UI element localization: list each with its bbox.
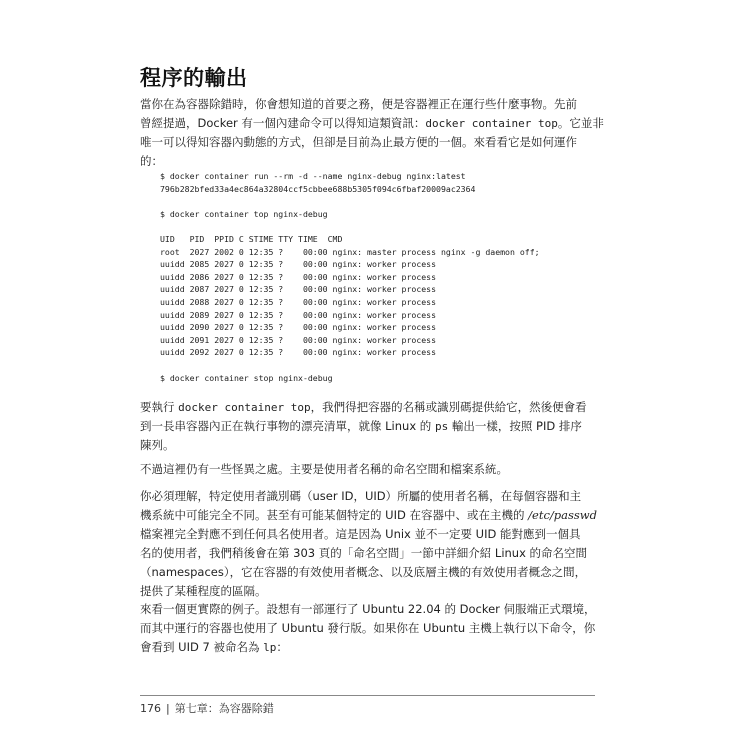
para4-line-1: 你必須理解，特定使用者識別碼（user ID，UID）所屬的使用者名稱，在每個容器和主: [140, 489, 582, 503]
para4-line-4: 名的使用者，我們稍後會在第 303 頁的「命名空間」一節中詳細介紹 Linux 的命名空間: [140, 546, 588, 560]
para5-line-2: 而其中運行的容器也使用了 Ubuntu 發行版。如果你在 Ubuntu 主機上執行以下命令，你: [140, 621, 596, 635]
code-blank-line: [160, 359, 600, 372]
para5-line-3-text-b: ：: [276, 640, 288, 654]
intro-line-4: 的：: [140, 154, 163, 168]
code-process-row: uuidd 2088 2027 0 12:35 ? 00:00 nginx: worker process: [160, 296, 437, 307]
para2-line-1: [140, 398, 600, 417]
paragraph-user-namespaces: [140, 487, 600, 601]
code-blank-line: [160, 220, 600, 233]
code-process-row: uuidd 2087 2027 0 12:35 ? 00:00 nginx: worker process: [160, 284, 437, 295]
intro-paragraph: [140, 95, 604, 171]
paragraph-ubuntu-example: [140, 600, 600, 657]
para3-line-1: 不過這裡仍有一些怪異之處。主要是使用者名稱的命名空間和檔案系統。: [140, 462, 508, 476]
para5-line-3-text-a: 會看到 UID 7 被命名為: [140, 640, 264, 654]
footer-separator: |: [166, 702, 170, 715]
inline-command-docker-container-top: docker container top: [178, 401, 311, 414]
code-process-row: uuidd 2086 2027 0 12:35 ? 00:00 nginx: worker process: [160, 271, 437, 282]
code-stop-command: $ docker container stop nginx-debug: [160, 372, 333, 383]
intro-line-2-text-b: 。它並非: [557, 116, 604, 130]
paragraph-oddities: [140, 460, 600, 479]
code-process-row: uuidd 2092 2027 0 12:35 ? 00:00 nginx: worker process: [160, 347, 437, 358]
code-table-header: UID PID PPID C STIME TTY TIME CMD: [160, 233, 343, 244]
para4-line-2: [140, 506, 600, 525]
para4-line-3: 檔案裡完全對應不到任何具名使用者。這是因為 Unix 並不一定要 UID 能對應到一個具: [140, 527, 581, 541]
intro-line-2: [140, 114, 604, 133]
para2-line-2-text-a: 到一長串容器內正在執行事物的漂亮清單，就像 Linux 的: [140, 419, 435, 433]
paragraph-top-explanation: [140, 398, 600, 455]
para4-line-5: （namespaces），它在容器的有效使用者概念、以及底層主機的有效使用者概念之間，: [140, 565, 587, 579]
section-heading: 程序的輸出: [140, 66, 248, 90]
para4-line-6: 提供了某種程度的區隔。: [140, 584, 267, 598]
footer-divider: [140, 695, 595, 696]
code-run-command: $ docker container run --rm -d --name nginx-debug nginx:latest: [160, 171, 466, 181]
code-block: [160, 170, 600, 384]
page-footer: [140, 700, 274, 716]
chapter-title: 第七章：為容器除錯: [174, 702, 274, 715]
code-blank-line: [160, 195, 600, 208]
code-process-row: uuidd 2089 2027 0 12:35 ? 00:00 nginx: worker process: [160, 309, 437, 320]
inline-path-etc-passwd: /etc/passwd: [528, 508, 597, 522]
code-process-row: uuidd 2090 2027 0 12:35 ? 00:00 nginx: worker process: [160, 322, 437, 333]
page-number: 176: [140, 702, 161, 715]
inline-command-ps: ps: [434, 420, 449, 433]
para2-line-3: 陳列。: [140, 438, 175, 452]
para2-line-2-text-b: 輸出一樣，按照 PID 排序: [448, 419, 582, 433]
code-process-row: root 2027 2002 0 12:35 ? 00:00 nginx: master process nginx -g daemon off;: [160, 246, 540, 257]
para4-line-2-text: 機系統中可能完全不同。甚至有可能某個特定的 UID 在容器中、或在主機的: [140, 508, 529, 522]
inline-command-docker-container-top: docker container top: [425, 117, 558, 130]
para5-line-3: [140, 638, 600, 657]
code-process-row: uuidd 2085 2027 0 12:35 ? 00:00 nginx: worker process: [160, 259, 437, 270]
para2-line-2: [140, 417, 600, 436]
intro-line-2-text-a: 曾經提過，Docker 有一個內建命令可以得知這類資訊：: [140, 116, 426, 130]
code-top-command: $ docker container top nginx-debug: [160, 208, 328, 219]
intro-line-1: 當你在為容器除錯時，你會想知道的首要之務，便是容器裡正在運行些什麼事物。先前: [140, 97, 577, 111]
para2-line-1-text-b: ，我們得把容器的名稱或識別碼提供給它，然後便會看: [310, 400, 587, 414]
para5-line-1: 來看一個更實際的例子。設想有一部運行了 Ubuntu 22.04 的 Docker 伺服端正式環境，: [140, 602, 596, 616]
code-process-row: uuidd 2091 2027 0 12:35 ? 00:00 nginx: worker process: [160, 334, 437, 345]
inline-username-lp: lp: [263, 641, 277, 654]
para2-line-1-text-a: 要執行: [140, 400, 179, 414]
code-container-id: 796b282bfed33a4ec864a32804ccf5cbbee688b5305f094c6fbaf20009ac2364: [160, 183, 476, 194]
intro-line-3: 唯一可以得知容器內動態的方式，但卻是目前為止最方便的一個。來看看它是如何運作: [140, 135, 577, 149]
